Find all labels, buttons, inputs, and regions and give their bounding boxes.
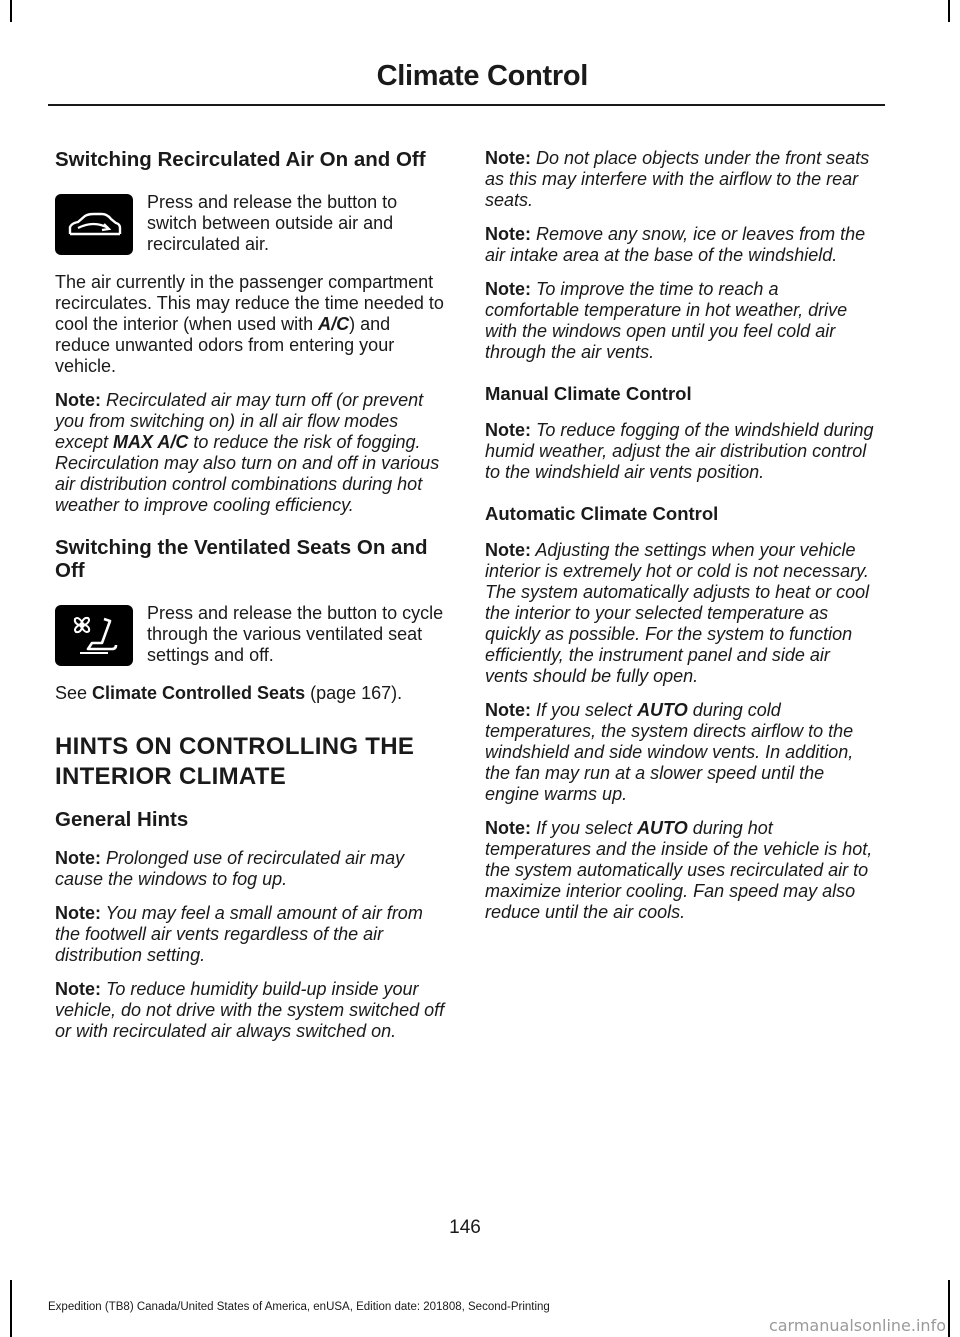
general-hint-note-3: Note: To reduce humidity build-up inside your vehicle, do not drive with the system switched off or with recirculated air always switched on.: [55, 979, 445, 1041]
climate-controlled-seats-link[interactable]: Climate Controlled Seats: [92, 683, 306, 703]
ventilated-seats-see-also: See Climate Controlled Seats (page 167).: [55, 683, 403, 703]
hot-weather-note: Note: To improve the time to reach a comfortable temperature in hot weather, drive with the windows open until you feel cold air through the air vents.: [485, 279, 848, 362]
recirculated-air-icon: [55, 194, 133, 255]
general-hint-note-1: Note: Prolonged use of recirculated air may cause the windows to fog up.: [55, 848, 405, 889]
general-hint-note-2: Note: You may feel a small amount of air from the footwell air vents regardless of the air distribution setting.: [55, 903, 423, 965]
page-header-title: Climate Control: [376, 60, 588, 92]
header-divider: [48, 104, 885, 106]
watermark: carmanualsonline.info: [768, 1316, 946, 1335]
ventilated-seat-icon: [55, 605, 133, 666]
ventilated-seats-intro: Press and release the button to cycle through the various ventilated seat settings and off.: [147, 603, 444, 665]
recirculated-air-intro: Press and release the button to switch between outside air and recirculated air.: [147, 192, 398, 254]
page-number: 146: [449, 1217, 481, 1238]
left-column: [55, 148, 447, 1055]
auto-climate-note-1: Note: Adjusting the settings when your vehicle interior is extremely hot or cold is not necessary. The system automatically adjusts to heat or cool the interior to your selected temperature as quickly as possible. For the system to function efficiently, the instrument panel and side air vents should be fully open.: [485, 540, 870, 686]
hints-heading: HINTS ON CONTROLLING THE INTERIOR CLIMATE: [55, 733, 415, 790]
crop-mark-top-right-vertical: [948, 0, 950, 22]
crop-mark-top-left-vertical: [10, 0, 12, 22]
air-intake-note: Note: Remove any snow, ice or leaves from the air intake area at the base of the windshield.: [485, 224, 866, 265]
ventilated-seats-instruction: [55, 603, 447, 667]
crop-mark-bottom-left-vertical: [10, 1280, 12, 1337]
recirculated-air-instruction: [55, 192, 447, 256]
general-hints-heading: General Hints: [55, 808, 189, 831]
auto-climate-note-3: Note: If you select AUTO during hot temperatures and the inside of the vehicle is hot, the system automatically uses recirculated air to maximize interior cooling. Fan speed may also reduce until the air cools.: [485, 818, 873, 922]
manual-climate-note: Note: To reduce fogging of the windshield during humid weather, adjust the air distribution control to the windshield air vents position.: [485, 420, 874, 482]
recirculated-air-note: Note: Recirculated air may turn off (or prevent you from switching on) in all air flow modes except MAX A/C to reduce the risk of fogging. Recirculation may also turn on and off in various air distribution control combinations during hot weather to improve cooling efficiency.: [55, 390, 440, 515]
recirculated-air-body: The air currently in the passenger compartment recirculates. This may reduce the time needed to cool the interior (when used with A/C) and reduce unwanted odors from entering your vehicle.: [55, 272, 444, 376]
right-column: [485, 148, 877, 936]
recirculated-air-heading: Switching Recirculated Air On and Off: [55, 148, 426, 171]
airflow-note: Note: Do not place objects under the front seats as this may interfere with the airflow to the rear seats.: [485, 148, 870, 210]
manual-climate-control-heading: Manual Climate Control: [485, 383, 692, 404]
automatic-climate-control-heading: Automatic Climate Control: [485, 503, 719, 524]
ventilated-seats-heading: Switching the Ventilated Seats On and Off: [55, 536, 428, 582]
footer-edition-info: Expedition (TB8) Canada/United States of America, enUSA, Edition date: 201808, Second-Printing: [48, 1301, 550, 1313]
auto-climate-note-2: Note: If you select AUTO during cold temperatures, the system directs airflow to the windshield and side window vents. In addition, the fan may run at a slower speed until the engine warms up.: [485, 700, 854, 804]
crop-mark-bottom-right-vertical: [948, 1280, 950, 1337]
